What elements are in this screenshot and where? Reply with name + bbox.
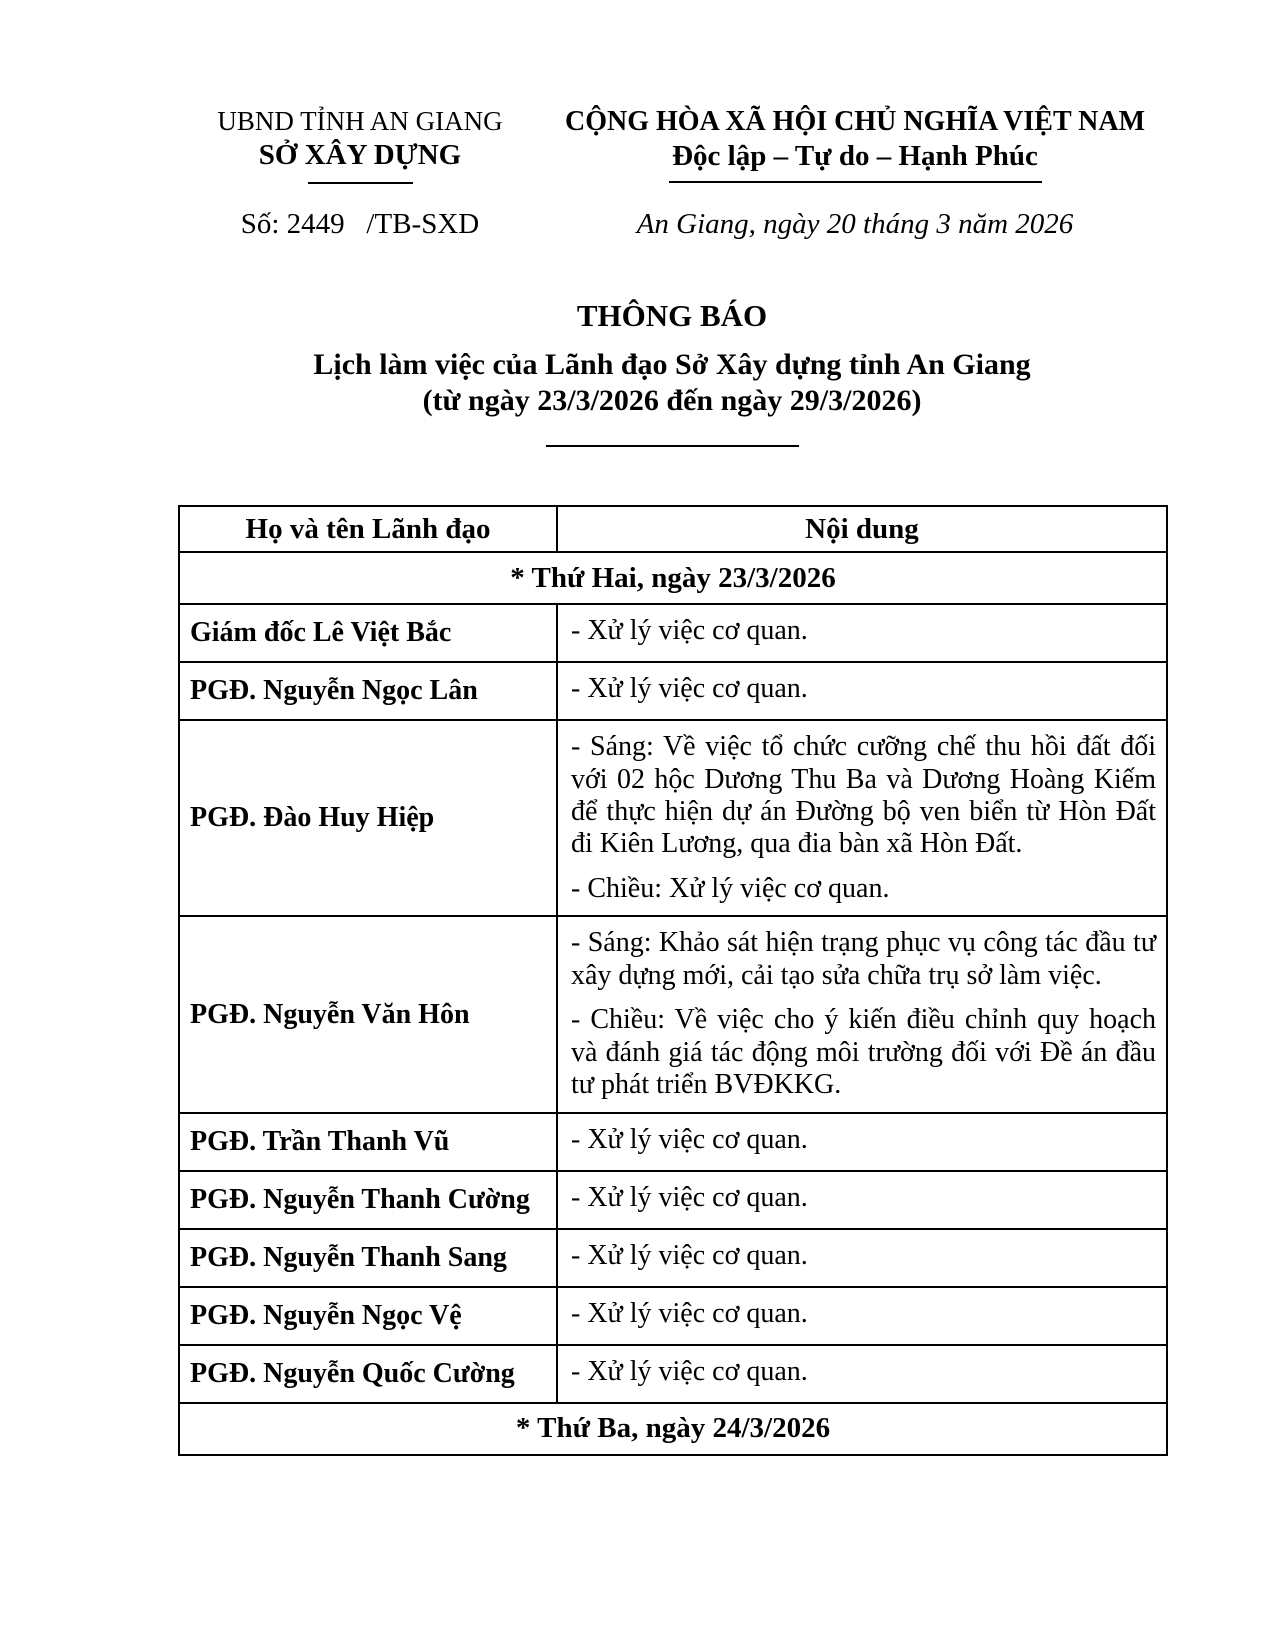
leader-schedule-content <box>557 604 1167 662</box>
column-header-name: Họ và tên Lãnh đạo <box>179 506 557 552</box>
leader-name: PGĐ. Nguyễn Thanh Sang <box>179 1229 557 1287</box>
org-name-rule <box>308 182 413 184</box>
schedule-item: - Chiều: Về việc cho ý kiến điều chỉnh quy hoạch và đánh giá tác động môi trường đối với Đề án đầu tư phát triển BVĐKKG. <box>571 1004 1156 1101</box>
leader-row <box>179 662 1167 720</box>
document-title: THÔNG BÁO <box>576 297 768 333</box>
schedule-item: - Sáng: Khảo sát hiện trạng phục vụ công tác đầu tư xây dựng mới, cải tạo sửa chữa trụ sở làm việc. <box>571 927 1156 991</box>
schedule-item: - Xử lý việc cơ quan. <box>571 615 808 647</box>
leader-name: PGĐ. Nguyễn Thanh Cường <box>179 1171 557 1229</box>
table-header-row <box>179 506 1167 552</box>
schedule-table-body <box>179 552 1167 1455</box>
document-subtitle: Lịch làm việc của Lãnh đạo Sở Xây dựng tỉnh An Giang <box>313 348 1031 382</box>
title-rule <box>546 445 799 447</box>
leader-name: PGĐ. Nguyễn Ngọc Vệ <box>179 1287 557 1345</box>
day-label: * Thứ Hai, ngày 23/3/2026 <box>179 552 1167 604</box>
schedule-item: - Xử lý việc cơ quan. <box>571 1297 808 1329</box>
org-parent-name: UBND TỈNH AN GIANG <box>217 106 503 136</box>
schedule-item: - Xử lý việc cơ quan. <box>571 1239 808 1271</box>
leader-name: PGĐ. Nguyễn Quốc Cường <box>179 1345 557 1403</box>
schedule-item: - Xử lý việc cơ quan. <box>571 1355 808 1387</box>
document-header <box>0 0 1275 184</box>
leader-schedule-content <box>557 720 1167 916</box>
day-label: * Thứ Ba, ngày 24/3/2026 <box>179 1403 1167 1455</box>
leader-name: PGĐ. Nguyễn Ngọc Lân <box>179 662 557 720</box>
national-title: CỘNG HÒA XÃ HỘI CHỦ NGHĨA VIỆT NAM <box>564 106 1146 137</box>
leader-row <box>179 916 1167 1112</box>
title-block <box>178 299 1166 447</box>
column-header-content: Nội dung <box>557 506 1167 552</box>
national-motto: Độc lập – Tự do – Hạnh Phúc <box>672 140 1038 173</box>
schedule-item: - Xử lý việc cơ quan. <box>571 1181 808 1213</box>
leader-name: PGĐ. Đào Huy Hiệp <box>179 720 557 916</box>
org-name: SỞ XÂY DỰNG <box>258 139 462 172</box>
leader-name: PGĐ. Trần Thanh Vũ <box>179 1113 557 1171</box>
leader-schedule-content <box>557 1345 1167 1403</box>
schedule-item: - Xử lý việc cơ quan. <box>571 673 808 705</box>
schedule-item: - Xử lý việc cơ quan. <box>571 1123 808 1155</box>
day-row <box>179 552 1167 604</box>
leader-row <box>179 604 1167 662</box>
leader-row <box>179 1171 1167 1229</box>
leader-name: PGĐ. Nguyễn Văn Hôn <box>179 916 557 1112</box>
leader-name: Giám đốc Lê Việt Bắc <box>179 604 557 662</box>
schedule-item: - Chiều: Xử lý việc cơ quan. <box>571 872 890 904</box>
national-motto-rule <box>669 181 1042 183</box>
leader-row <box>179 1229 1167 1287</box>
leader-schedule-content <box>557 662 1167 720</box>
leader-row <box>179 1287 1167 1345</box>
schedule-table <box>178 505 1168 1456</box>
document-date-range: (từ ngày 23/3/2026 đến ngày 29/3/2026) <box>422 384 922 418</box>
leader-row <box>179 1345 1167 1403</box>
leader-schedule-content <box>557 1229 1167 1287</box>
leader-schedule-content <box>557 1287 1167 1345</box>
document-number: Số: 2449 /TB-SXD <box>240 207 480 240</box>
leader-row <box>179 1113 1167 1171</box>
day-row <box>179 1403 1167 1455</box>
leader-schedule-content <box>557 1113 1167 1171</box>
issuing-org-block <box>185 106 535 184</box>
place-and-date: An Giang, ngày 20 tháng 3 năm 2026 <box>636 207 1074 240</box>
leader-row <box>179 720 1167 916</box>
leader-schedule-content <box>557 1171 1167 1229</box>
schedule-item: - Sáng: Về việc tổ chức cưỡng chế thu hồi đất đối với 02 hộc Dương Thu Ba và Dương Hoàng Kiếm để thực hiện dự án Đường bộ ven biển từ Hòn Đất đi Kiên Lương, qua đia bàn xã Hòn Đất. <box>571 731 1156 860</box>
document-meta-row <box>0 208 1275 241</box>
national-motto-block <box>545 106 1165 184</box>
leader-schedule-content <box>557 916 1167 1112</box>
